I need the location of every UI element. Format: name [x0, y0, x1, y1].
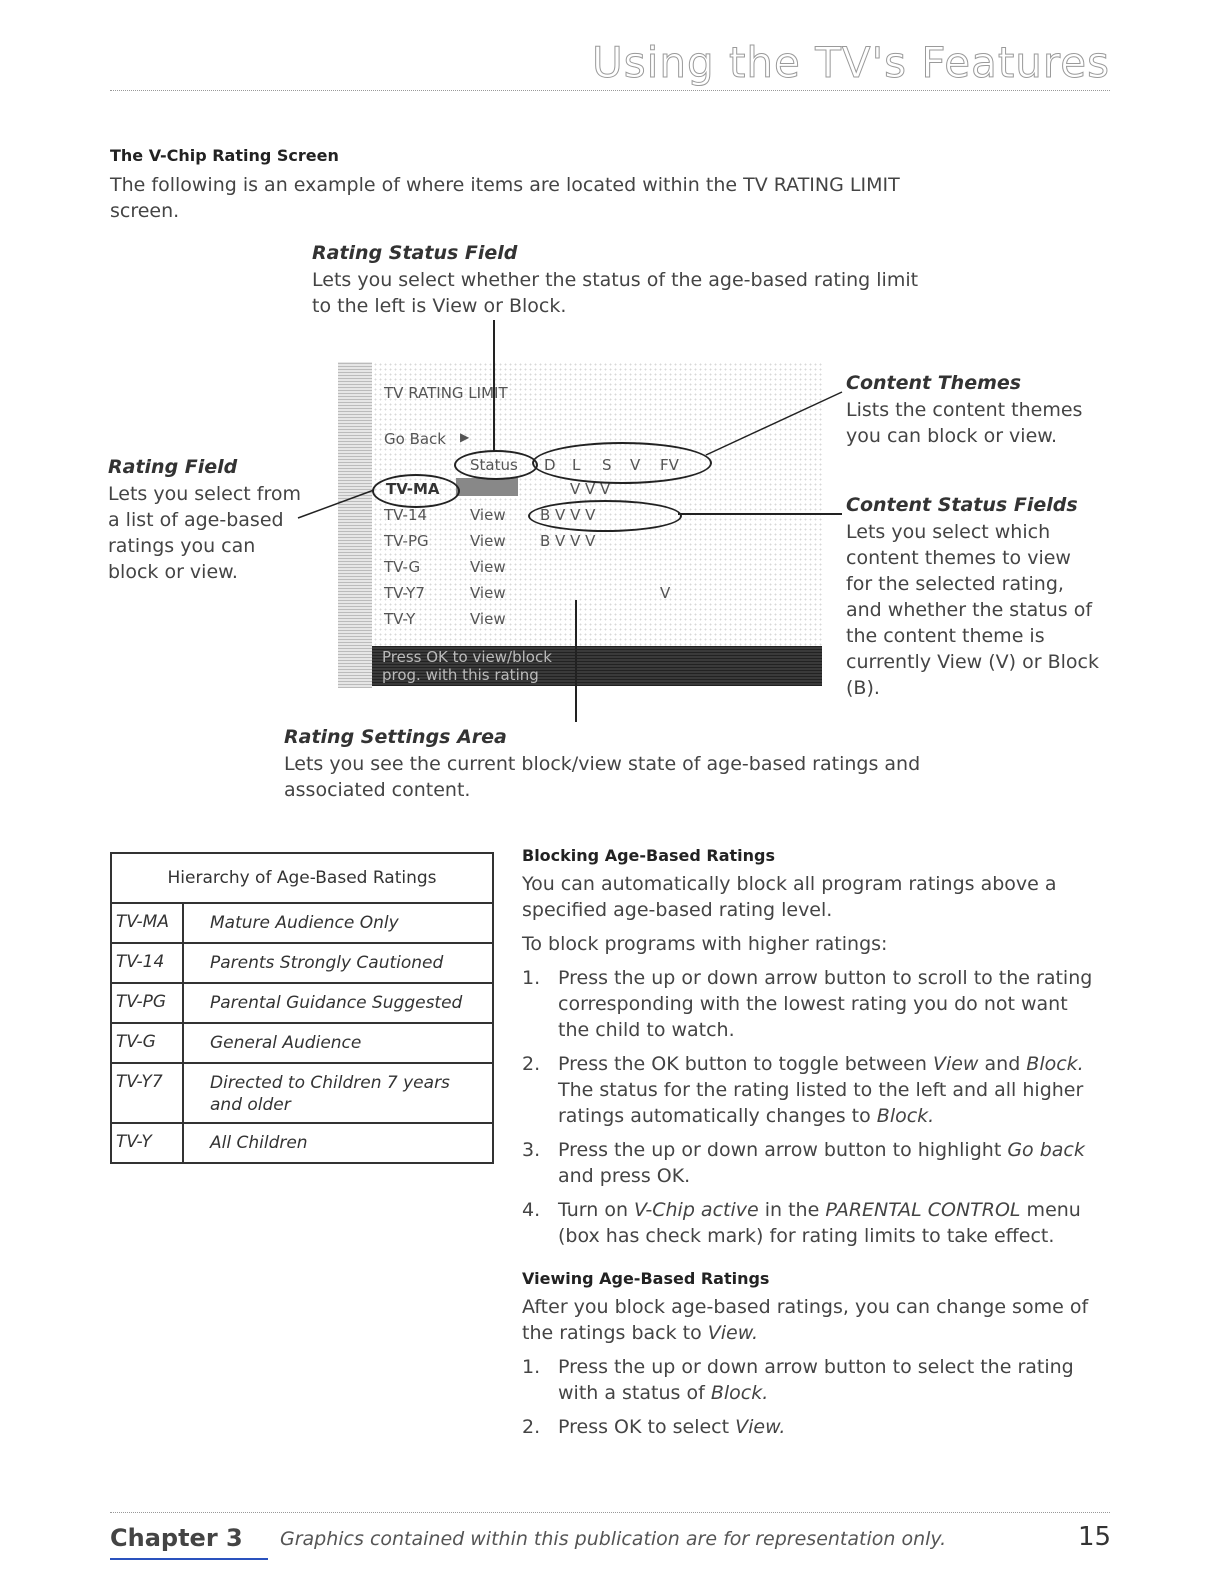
- callout-content-status-line5: the content theme is: [846, 625, 1045, 647]
- callout-rating-field-title: Rating Field: [108, 456, 238, 478]
- hierarchy-desc: All Children: [210, 1133, 308, 1153]
- step-emphasis: Block.: [710, 1382, 769, 1404]
- tv-themes-tv14: B V V V: [540, 506, 596, 524]
- step-text: Press the OK button to toggle between: [558, 1053, 933, 1075]
- step-number: 2.: [522, 1053, 541, 1075]
- hierarchy-desc: General Audience: [210, 1033, 362, 1053]
- vchip-intro-line1: The following is an example of where items are located within the TV RATING LIMIT: [110, 174, 900, 196]
- tv-themes-tvma: V V V: [570, 480, 611, 498]
- callout-content-themes-title: Content Themes: [846, 372, 1022, 394]
- callout-content-status-line4: and whether the status of: [846, 599, 1093, 621]
- hierarchy-code: TV-MA: [112, 904, 184, 942]
- callout-rating-settings-line2: associated content.: [284, 779, 471, 801]
- step-text: Press the up or down arrow button to highlight: [558, 1139, 1008, 1161]
- step-text: Turn on: [558, 1199, 635, 1221]
- hierarchy-table-title: Hierarchy of Age-Based Ratings: [112, 854, 492, 904]
- step-number: 1.: [522, 967, 541, 989]
- table-row: [112, 1024, 492, 1064]
- tv-rating-tvg[interactable]: TV-G: [384, 558, 421, 576]
- hierarchy-code: TV-Y: [112, 1124, 184, 1162]
- step-emphasis: Block.: [1026, 1053, 1084, 1075]
- table-row: [112, 904, 492, 944]
- callout-rating-settings-title: Rating Settings Area: [284, 726, 507, 748]
- blocking-steps: [522, 965, 1102, 1249]
- step-emphasis: V-Chip active: [634, 1199, 759, 1221]
- blocking-para: You can automatically block all program ratings above a specified age-based rating level.: [522, 873, 1057, 921]
- list-item: [522, 1414, 1102, 1440]
- step-text: menu (box has check mark) for rating limits to take effect.: [558, 1199, 1081, 1247]
- callout-content-status-line3: for the selected rating,: [846, 573, 1064, 595]
- viewing-para: [522, 1294, 1102, 1346]
- vchip-heading: The V-Chip Rating Screen: [110, 146, 339, 165]
- hierarchy-desc: Mature Audience Only: [210, 913, 399, 933]
- hierarchy-code: TV-Y7: [112, 1064, 184, 1122]
- list-item: [522, 1197, 1102, 1249]
- hierarchy-table: [110, 852, 494, 1164]
- tv-help-line2: prog. with this rating: [382, 666, 539, 684]
- tv-status-tvpg[interactable]: View: [470, 532, 506, 550]
- viewing-para-emphasis: View.: [707, 1322, 759, 1344]
- tv-help-line1: Press OK to view/block: [382, 648, 552, 666]
- table-row: [112, 1124, 492, 1162]
- hierarchy-desc: Parents Strongly Cautioned: [210, 953, 444, 973]
- tv-status-tvy7[interactable]: View: [470, 584, 506, 602]
- list-item: [522, 1137, 1102, 1189]
- step-emphasis: View.: [735, 1416, 786, 1438]
- callout-content-status-line7: (B).: [846, 677, 880, 699]
- blocking-section: [522, 846, 1102, 1448]
- blocking-lead: To block programs with higher ratings:: [522, 933, 888, 955]
- callout-content-themes-line2: you can block or view.: [846, 425, 1058, 447]
- callout-rating-field-line3: ratings you can: [108, 535, 256, 557]
- step-number: 2.: [522, 1416, 541, 1438]
- step-text: Press the up or down arrow button to select the rating with a status of: [558, 1356, 1074, 1404]
- tv-rating-tvpg[interactable]: TV-PG: [384, 532, 429, 550]
- tv-go-back[interactable]: Go Back: [384, 430, 446, 448]
- hierarchy-code: TV-PG: [112, 984, 184, 1022]
- viewing-steps: [522, 1354, 1102, 1440]
- tv-rating-tv14[interactable]: TV-14: [384, 506, 428, 524]
- callout-rating-status-title: Rating Status Field: [312, 242, 518, 264]
- tv-theme-fv: FV: [660, 456, 679, 474]
- viewing-heading: Viewing Age-Based Ratings: [522, 1269, 770, 1288]
- callout-rating-field-line1: Lets you select from: [108, 483, 301, 505]
- callout-content-status-line6: currently View (V) or Block: [846, 651, 1099, 673]
- step-emphasis: Block.: [876, 1105, 935, 1127]
- step-text: The status for the rating listed to the left and all higher ratings automatically changes to: [558, 1079, 1084, 1127]
- callout-content-themes-line1: Lists the content themes: [846, 399, 1083, 421]
- table-row: [112, 944, 492, 984]
- tv-status-tvy[interactable]: View: [470, 610, 506, 628]
- page-header-title: Using the TV's Features: [592, 38, 1110, 87]
- step-number: 4.: [522, 1199, 541, 1221]
- hierarchy-code: TV-G: [112, 1024, 184, 1062]
- tv-themes-tvpg: B V V V: [540, 532, 596, 550]
- callout-content-status-title: Content Status Fields: [846, 494, 1078, 516]
- step-text: and press OK.: [558, 1165, 691, 1187]
- footer-chapter-underline: [110, 1558, 268, 1560]
- table-row: [112, 1064, 492, 1124]
- page-number: 15: [1078, 1522, 1112, 1552]
- hierarchy-desc: Parental Guidance Suggested: [210, 993, 463, 1013]
- footer-chapter: Chapter 3: [110, 1524, 243, 1552]
- footer-note: Graphics contained within this publication are for representation only.: [280, 1528, 947, 1550]
- tv-status-tvg[interactable]: View: [470, 558, 506, 576]
- step-emphasis: Go back: [1007, 1139, 1085, 1161]
- tv-go-back-arrow-icon: ▶: [460, 430, 470, 444]
- step-text: in the: [758, 1199, 826, 1221]
- vchip-intro-line2: screen.: [110, 200, 180, 222]
- tv-screen-title: TV RATING LIMIT: [384, 384, 508, 402]
- tv-status-label: Status: [470, 456, 518, 474]
- callout-rating-field-line4: block or view.: [108, 561, 238, 583]
- callout-rating-status-line2: to the left is View or Block.: [312, 295, 567, 317]
- step-text: Press the up or down arrow button to scroll to the rating corresponding with the lowest rating you do not want the child to watch.: [558, 967, 1093, 1041]
- tv-rating-tvy[interactable]: TV-Y: [384, 610, 416, 628]
- tv-theme-s: S: [602, 456, 612, 474]
- list-item: [522, 1051, 1102, 1129]
- footer-divider: [110, 1512, 1110, 1513]
- tv-theme-v: V: [630, 456, 641, 474]
- blocking-heading: Blocking Age-Based Ratings: [522, 846, 776, 865]
- step-emphasis: View: [932, 1053, 979, 1075]
- step-number: 1.: [522, 1356, 541, 1378]
- tv-rating-tvy7[interactable]: TV-Y7: [384, 584, 425, 602]
- callout-content-status-line2: content themes to view: [846, 547, 1071, 569]
- hierarchy-code: TV-14: [112, 944, 184, 982]
- tv-rating-tvma[interactable]: TV-MA: [386, 480, 440, 498]
- step-number: 3.: [522, 1139, 541, 1161]
- step-emphasis: PARENTAL CONTROL: [825, 1199, 1021, 1221]
- viewing-para-text: After you block age-based ratings, you can change some of the ratings back to: [522, 1296, 1089, 1344]
- callout-content-status-line1: Lets you select which: [846, 521, 1051, 543]
- hierarchy-desc: Directed to Children 7 years and older: [210, 1073, 450, 1115]
- list-item: [522, 965, 1102, 1043]
- step-text: Press OK to select: [558, 1416, 736, 1438]
- tv-status-tv14[interactable]: View: [470, 506, 506, 524]
- step-text: and: [978, 1053, 1027, 1075]
- callout-rating-status-line1: Lets you select whether the status of the age-based rating limit: [312, 269, 919, 291]
- callout-rating-settings-line1: Lets you see the current block/view state of age-based ratings and: [284, 753, 921, 775]
- table-row: [112, 984, 492, 1024]
- list-item: [522, 1354, 1102, 1406]
- tv-theme-l: L: [572, 456, 581, 474]
- tv-theme-d: D: [544, 456, 556, 474]
- callout-rating-field-line2: a list of age-based: [108, 509, 284, 531]
- tv-themes-tvy7: V: [660, 584, 671, 602]
